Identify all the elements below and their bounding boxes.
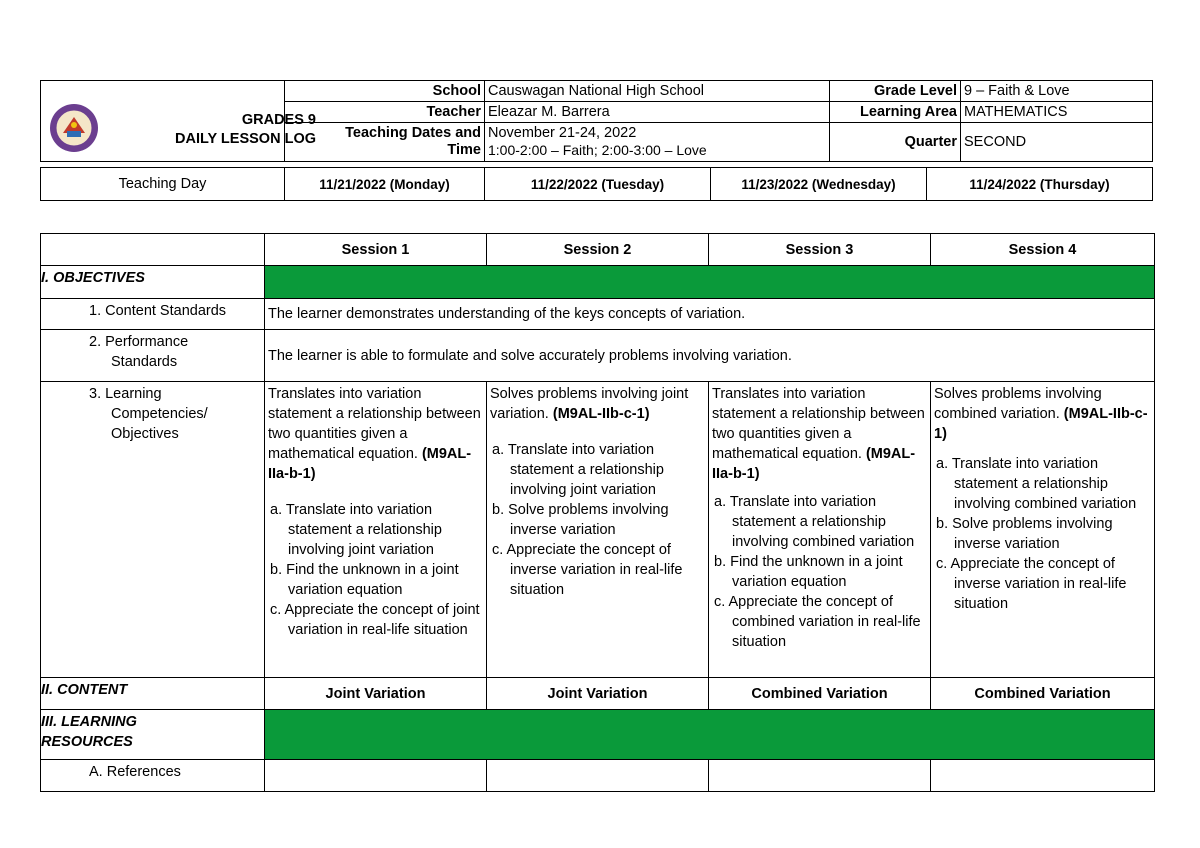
lc-label-2: Competencies/ bbox=[111, 406, 208, 422]
session-2-header: Session 2 bbox=[487, 234, 709, 266]
dates-label-2: Time bbox=[447, 142, 481, 158]
content-session-2: Joint Variation bbox=[487, 678, 709, 710]
content-session-1: Joint Variation bbox=[265, 678, 487, 710]
lc-label-3: Objectives bbox=[111, 426, 179, 442]
deped-seal-icon bbox=[49, 103, 99, 153]
references-session-1 bbox=[265, 760, 487, 792]
s4-item-c: c. Appreciate the concept of inverse variation in real-life situation bbox=[936, 556, 1127, 612]
area-label: Learning Area bbox=[830, 102, 961, 123]
teaching-day-table bbox=[40, 167, 1153, 201]
dates-value bbox=[485, 123, 830, 162]
s1-item-c: c. Appreciate the concept of joint variation in real-life situation bbox=[270, 602, 480, 638]
s4-intro bbox=[934, 384, 1151, 444]
resources-label-2: RESOURCES bbox=[41, 734, 133, 750]
references-session-2 bbox=[487, 760, 709, 792]
quarter-label: Quarter bbox=[830, 123, 961, 162]
session-3-header: Session 3 bbox=[709, 234, 931, 266]
school-value: Causwagan National High School bbox=[485, 81, 830, 102]
session-4-header: Session 4 bbox=[931, 234, 1155, 266]
resources-green-bar bbox=[265, 710, 1155, 760]
area-value: MATHEMATICS bbox=[961, 102, 1153, 123]
dates-value-1: November 21-24, 2022 bbox=[488, 125, 637, 141]
s2-code: (M9AL-IIb-c-1) bbox=[552, 406, 650, 422]
corner-cell bbox=[41, 234, 265, 266]
lc-label-1: 3. Learning bbox=[89, 386, 162, 402]
session-2-objectives bbox=[487, 382, 709, 678]
s2-list bbox=[490, 440, 705, 600]
s1-list bbox=[268, 500, 483, 640]
grade-label: Grade Level bbox=[830, 81, 961, 102]
references-session-4 bbox=[931, 760, 1155, 792]
dates-value-2: 1:00-2:00 – Faith; 2:00-3:00 – Love bbox=[488, 142, 707, 158]
competencies-label bbox=[41, 382, 265, 678]
dates-label-1: Teaching Dates and bbox=[345, 125, 481, 141]
s3-item-a: a. Translate into variation statement a relationship involving combined variation bbox=[714, 494, 915, 550]
s3-item-b: b. Find the unknown in a joint variation equation bbox=[714, 554, 903, 590]
s1-intro bbox=[268, 384, 483, 484]
perf-label-1: 2. Performance bbox=[89, 334, 189, 350]
content-label: II. CONTENT bbox=[41, 678, 265, 710]
s4-item-b: b. Solve problems involving inverse variation bbox=[936, 516, 1113, 552]
resources-label bbox=[41, 710, 265, 760]
s2-item-b: b. Solve problems involving inverse variation bbox=[492, 502, 669, 538]
s1-intro-text: Translates into variation statement a relationship between two quantities given a mathematical equation. bbox=[268, 386, 481, 462]
day-4: 11/24/2022 (Thursday) bbox=[927, 168, 1153, 201]
session-1-header: Session 1 bbox=[265, 234, 487, 266]
lesson-log-title bbox=[111, 111, 316, 149]
day-1: 11/21/2022 (Monday) bbox=[285, 168, 485, 201]
header-table bbox=[40, 80, 1153, 162]
teacher-value: Eleazar M. Barrera bbox=[485, 102, 830, 123]
session-3-objectives bbox=[709, 382, 931, 678]
s1-item-b: b. Find the unknown in a joint variation equation bbox=[270, 562, 459, 598]
s3-item-c: c. Appreciate the concept of combined variation in real-life situation bbox=[714, 594, 921, 650]
resources-label-1: III. LEARNING bbox=[41, 714, 137, 730]
lesson-table bbox=[40, 233, 1155, 792]
s3-list bbox=[712, 492, 927, 652]
objectives-green-bar bbox=[265, 266, 1155, 299]
teacher-label: Teacher bbox=[285, 102, 485, 123]
s3-intro-text: Translates into variation statement a relationship between two quantities given a mathematical equation. bbox=[712, 386, 925, 462]
grade-value: 9 – Faith & Love bbox=[961, 81, 1153, 102]
s3-code: (M9AL-IIa-b-1) bbox=[712, 446, 916, 482]
s2-item-c: c. Appreciate the concept of inverse variation in real-life situation bbox=[492, 542, 683, 598]
s4-list bbox=[934, 454, 1151, 614]
s1-item-a: a. Translate into variation statement a relationship involving joint variation bbox=[270, 502, 442, 558]
title-line-1: GRADES 9 bbox=[241, 112, 316, 128]
title-line-2: DAILY LESSON LOG bbox=[175, 131, 316, 147]
perf-label-2: Standards bbox=[111, 354, 178, 370]
s4-code: (M9AL-IIb-c-1) bbox=[934, 406, 1148, 442]
content-session-3: Combined Variation bbox=[709, 678, 931, 710]
teaching-day-label: Teaching Day bbox=[41, 168, 285, 201]
performance-standards-value: The learner is able to formulate and solve accurately problems involving variation. bbox=[265, 330, 1155, 382]
s2-item-a: a. Translate into variation statement a relationship involving joint variation bbox=[492, 442, 664, 498]
objectives-label: I. OBJECTIVES bbox=[41, 266, 265, 299]
s2-intro bbox=[490, 384, 705, 424]
content-standards-value: The learner demonstrates understanding of the keys concepts of variation. bbox=[265, 299, 1155, 330]
day-3: 11/23/2022 (Wednesday) bbox=[711, 168, 927, 201]
content-standards-label: 1. Content Standards bbox=[41, 299, 265, 330]
references-label: A. References bbox=[41, 760, 265, 792]
school-label: School bbox=[285, 81, 485, 102]
s3-intro bbox=[712, 384, 927, 484]
session-4-objectives bbox=[931, 382, 1155, 678]
s2-intro-text: Solves problems involving joint variation. bbox=[490, 386, 689, 422]
s4-intro-text: Solves problems involving combined variation. bbox=[934, 386, 1102, 422]
references-session-3 bbox=[709, 760, 931, 792]
day-2: 11/22/2022 (Tuesday) bbox=[485, 168, 711, 201]
s1-code: (M9AL-IIa-b-1) bbox=[268, 446, 472, 482]
content-session-4: Combined Variation bbox=[931, 678, 1155, 710]
performance-standards-label bbox=[41, 330, 265, 382]
quarter-value: SECOND bbox=[961, 123, 1153, 162]
session-1-objectives bbox=[265, 382, 487, 678]
header-logo-cell bbox=[41, 81, 316, 162]
s4-item-a: a. Translate into variation statement a relationship involving combined variation bbox=[936, 456, 1137, 512]
